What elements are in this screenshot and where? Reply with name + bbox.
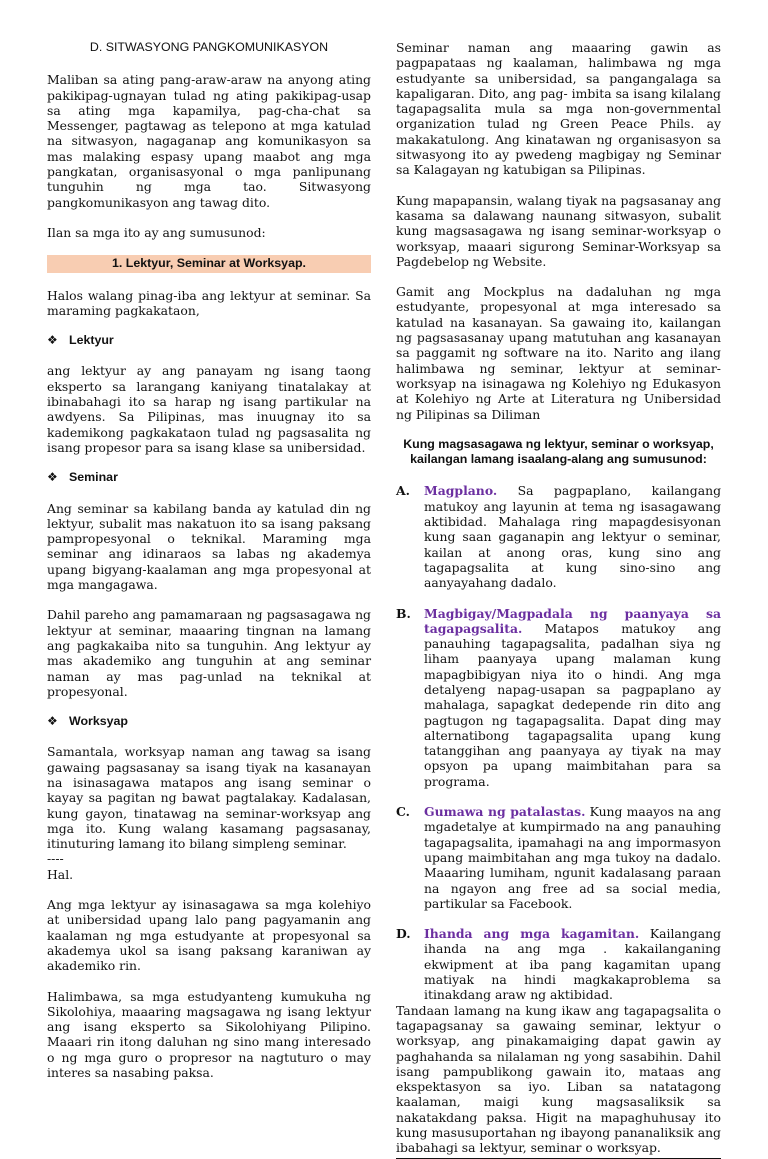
item-letter: C. bbox=[396, 804, 410, 820]
paragraph-worksyap: Samantala, worksyap naman ang tawag sa isang gawaing pagsasanay sa isang tiyak na kasanayan na isinasagawa matapos ang isang seminar o kayay sa pagitan ng bawat pagtalakay. Kadalasan, kung gayon, tinatawag na seminar-worksyap ang mga ito. Kung walang kasamang pagsasanay, itinuturing lamang ito bilang simpleng seminar. bbox=[47, 744, 371, 852]
item-label: Magbigay/Magpadala ng paanyaya sa tagapagsalita. bbox=[424, 605, 721, 636]
item-label: Gumawa ng patalastas. bbox=[424, 804, 586, 820]
separator-dashes: ---- bbox=[47, 851, 64, 867]
left-column bbox=[47, 40, 371, 1095]
item-letter: D. bbox=[396, 926, 411, 942]
paragraph-dahil: Dahil pareho ang pamamaraan ng pagsasagawa ng lektyur at seminar, maaaring tingnan na lamang ang pagkakaiba nito sa tunguhin. Ang lektyur ay mas akademiko ang tunguhin at ang seminar naman ay mas pag-unlad na teknikal at propesyonal. bbox=[47, 607, 371, 699]
item-text: Matapos matukoy ang panauhing tagapagsalita, padalhan siya ng liham paanyaya upang malaman kung mapagbibigyan niya ito o hindi. Ang mga detalyeng napag-usapan sa pagpaplano ay mahalaga, sapagkat dedepende rin dito ang pagtugon ng tagapagsalita. Dapat ding may alternatibong tagapagsalita upang kung tatanggihan ang paanyaya ay tiyak na may opsyon pa upang maimbitahan para sa programa. bbox=[424, 620, 721, 789]
bottom-rule bbox=[396, 1158, 721, 1159]
paragraph-seminar: Ang seminar sa kabilang banda ay katulad din ng lektyur, subalit mas nakatuon ito sa isang paksang pampropesyonal o teknikal. Maraming mga seminar ang idinaraos sa labas ng akademya upang bigyang-kaalaman ang mga propesyonal at mga mangagawa. bbox=[47, 500, 371, 593]
paragraph-halimbawa: Halimbawa, sa mga estudyanteng kumukuha ng Sikolohiya, maaaring magsagawa ng isang lektyur ang isang eksperto sa Sikolohiyang Pilipino. Maaari rin itong daluhan ng sino mang interesado o ng mga guro o propresor na nagtuturo o may interes sa nasabing paksa. bbox=[47, 988, 371, 1081]
bullet-seminar bbox=[47, 470, 371, 485]
paragraph-kolehiyo: Ang mga lektyur ay isinasagawa sa mga kolehiyo at unibersidad upang lalo pang pagyamanin ang kaalaman ng mga estudyante at propesyonal sa akademya ukol sa isang paksang karaniwan ay akademiko rin. bbox=[47, 897, 371, 974]
bullet-label: Worksyap bbox=[69, 714, 128, 729]
list-intro: Ilan sa mga ito ay ang sumusunod: bbox=[47, 224, 266, 240]
item-letter: A. bbox=[396, 483, 410, 499]
diamond-bullet-icon: ❖ bbox=[47, 714, 58, 729]
list-item bbox=[396, 483, 721, 590]
paragraph-seminar-example: Seminar naman ang maaaring gawin as pagpapataas ng kaalaman, halimbawa ng mga estudyante sa unibersidad, sa pangangalaga sa kapaligaran. Dito, ang pag- imbita sa isang kilalang tagapagsalita mula sa mga non-governmental organization tulad ng Green Peace Phils. ay makakatulong. Ang kinatawan ng organisasyon sa sitwasyong ito ay pwedeng magbigay ng Seminar sa Kalagayan ng katubigan sa Pilipinas. bbox=[396, 40, 721, 178]
section-title: D. SITWASYONG PANGKOMUNIKASYON bbox=[89, 40, 329, 54]
paragraph-halos: Halos walang pinag-iba ang lektyur at seminar. Sa maraming pagkakataon, bbox=[47, 287, 371, 318]
item-body bbox=[424, 483, 721, 590]
item-body bbox=[424, 606, 721, 790]
intro-paragraph: Maliban sa ating pang-araw-araw na anyong ating pakikipag-ugnayan tulad ng ating pakikipag-usap sa ating mga kapamilya, pag-cha-chat sa Messenger, pagtawag as telepono at mga katulad na sitwasyon, nagaganap ang komunikasyon sa mas malaking espasy upang maabot ang mga pangkatan, organisasyonal o mga panlipunang tunguhin ng mga tao. Sitwasyong pangkomunikasyon ang tawag dito. bbox=[47, 72, 371, 210]
list-item bbox=[396, 926, 721, 1002]
paragraph-mapapansin: Kung mapapansin, walang tiyak na pagsasanay ang kasama sa dalawang naunang sitwasyon, subalit kung magsasagawa ng isang seminar-worksyap o worksyap, maaari sigurong Seminar-Worksyap sa Pagdebelop ng Website. bbox=[396, 192, 721, 269]
item-text: Kung maayos na ang mgadetalye at kumpirmado na ang panauhing tagapagsalita, ipamahagi na ang impormasyon upang maimbitahan ang mga tukoy na dadalo. Maaaring lumiham, ngunit kadalasang paraan na ngayon ang free ad sa social media, partikular sa Facebook. bbox=[424, 804, 722, 911]
closing-paragraph: Tandaan lamang na kung ikaw ang tagapagsalita o tagapagsanay sa gawaing seminar, lektyur o worksyap, ang pinakamaiging dapat gawin ay paghahanda sa nilalaman ng yong sasabihin. Dahil isang pampublikong gawain ito, mataas ang ekspektasyon sa iyo. Liban sa natatagong kaalaman, maigi kung magsasaliksik sa nakatakdang paksa. Higit na mapaghuhusay ito kung masusuportahan ng ibayong pananaliksik ang ibabahagi sa lektyur, seminar o worksyap. bbox=[396, 1002, 721, 1156]
item-text: Sa pagpaplano, kailangang matukoy ang layunin at tema ng isasagawang aktibidad. Mahalaga ring mapagdesisyonan kung saan gaganapin ang lektyur o seminar, kailan at anong oras, kung sino ang tagapagsalita at kung sino-sino ang aanyayahang dadalo. bbox=[424, 483, 721, 591]
item-text: Kailangang ihanda na ang mga . kakailanganing ekwipment at iba pang kagamitan upang matiyak na hindi magkakaproblema sa itinakdang araw ng aktibidad. bbox=[424, 926, 722, 1003]
paragraph-gamit: Gamit ang Mockplus na dadaluhan ng mga estudyante, propesyonal at mga interesado sa katulad na kasanayan. Sa gawaing ito, kailangan ng pagsasasanay upang matutuhan ang kasanayan sa paggamit ng software na ito. Narito ang ilang halimbawa ng seminar, lektyur at seminar-worksyap na isinagawa ng Kolehiyo ng Edukasyon at Kolehiyo ng Arte at Literatura ng Unibersidad ng Pilipinas sa Diliman bbox=[396, 284, 721, 422]
guidelines-heading: Kung magsasagawa ng lektyur, seminar o worksyap, kailangan lamang isaalang-alang ang sumusunod: bbox=[403, 436, 714, 467]
list-item bbox=[396, 606, 721, 790]
diamond-bullet-icon: ❖ bbox=[47, 470, 58, 485]
bullet-lektyur bbox=[47, 333, 371, 348]
bullet-label: Lektyur bbox=[69, 333, 114, 348]
bullet-worksyap bbox=[47, 714, 371, 729]
item-letter: B. bbox=[396, 605, 411, 621]
right-column bbox=[396, 40, 721, 1159]
item-label: Ihanda ang mga kagamitan. bbox=[424, 926, 640, 942]
item-label: Magplano. bbox=[424, 483, 498, 499]
paragraph-lektyur: ang lektyur ay ang panayam ng isang taong eksperto sa larangang kaniyang tinatalakay at ibinabahagi ito sa harap ng isang partikular na awdyens. Sa Pilipinas, mas inuugnay ito sa kademikong pagkakataon tulad ng pagsasalita ng isang propesor para sa isang klase sa unibersidad. bbox=[47, 363, 371, 455]
list-item bbox=[396, 804, 721, 911]
diamond-bullet-icon: ❖ bbox=[47, 333, 58, 348]
subsection-heading-band: 1. Lektyur, Seminar at Worksyap. bbox=[47, 255, 371, 272]
bullet-label: Seminar bbox=[69, 470, 118, 485]
item-body bbox=[424, 804, 721, 911]
item-body bbox=[424, 926, 721, 1002]
example-label: Hal. bbox=[47, 866, 74, 882]
